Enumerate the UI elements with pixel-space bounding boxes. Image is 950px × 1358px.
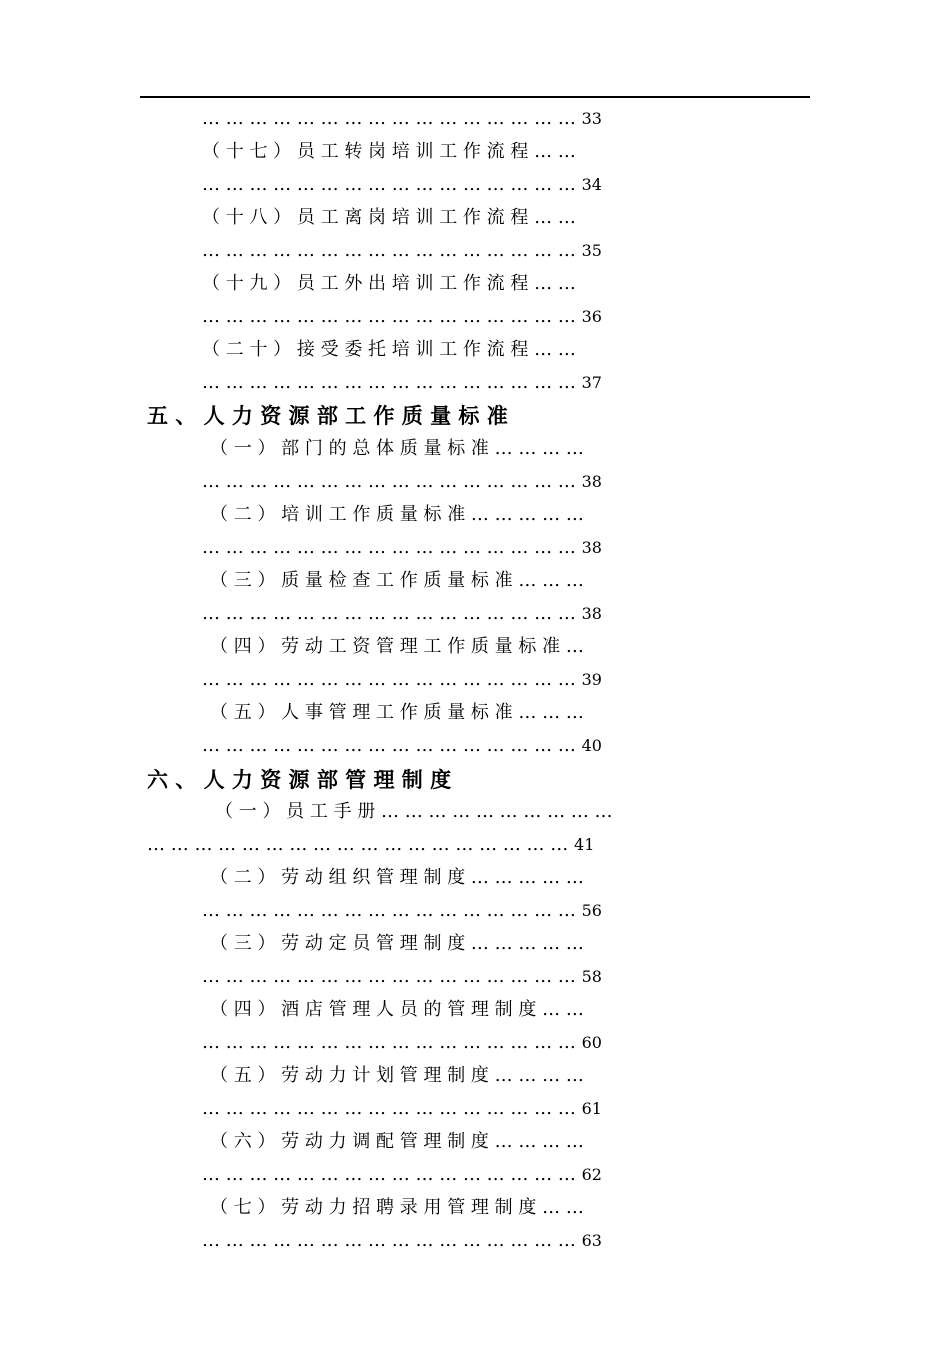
page-number: 58	[581, 967, 602, 986]
page-number: 39	[581, 670, 602, 689]
toc-leader-line: … … … … … … … … … … … … … … … … 38	[202, 537, 602, 558]
page-number: 33	[581, 109, 602, 128]
page-number: 35	[581, 241, 602, 260]
page-number: 38	[581, 604, 602, 623]
toc-leader-line: … … … … … … … … … … … … … … … … 61	[202, 1098, 602, 1119]
toc-entry[interactable]: （ 一 ） 员 工 手 册 … … … … … … … … … …	[215, 801, 613, 822]
toc-entry[interactable]: （ 七 ） 劳 动 力 招 聘 录 用 管 理 制 度 … …	[210, 1197, 584, 1218]
page-number: 34	[581, 175, 602, 194]
toc-leader-line: … … … … … … … … … … … … … … … … 36	[202, 306, 602, 327]
toc-leader-line: … … … … … … … … … … … … … … … … 38	[202, 603, 602, 624]
toc-leader-line: … … … … … … … … … … … … … … … … 34	[202, 174, 602, 195]
toc-leader-line: … … … … … … … … … … … … … … … … 37	[202, 372, 602, 393]
toc-entry[interactable]: （ 五 ） 劳 动 力 计 划 管 理 制 度 … … … …	[210, 1065, 584, 1086]
toc-entry[interactable]: （ 二 ） 培 训 工 作 质 量 标 准 … … … … …	[210, 504, 584, 525]
page-number: 38	[581, 538, 602, 557]
toc-entry[interactable]: （ 二 十 ） 接 受 委 托 培 训 工 作 流 程 … …	[202, 339, 576, 360]
page-number: 62	[581, 1165, 602, 1184]
page-number: 41	[574, 835, 595, 854]
toc-entry[interactable]: （ 十 八 ） 员 工 离 岗 培 训 工 作 流 程 … …	[202, 207, 576, 228]
toc-entry[interactable]: （ 十 七 ） 员 工 转 岗 培 训 工 作 流 程 … …	[202, 141, 576, 162]
toc-entry[interactable]: （ 六 ） 劳 动 力 调 配 管 理 制 度 … … … …	[210, 1131, 584, 1152]
toc-entry[interactable]: （ 一 ） 部 门 的 总 体 质 量 标 准 … … … …	[210, 438, 584, 459]
toc-leader-line: … … … … … … … … … … … … … … … … 33	[202, 108, 602, 129]
toc-entry[interactable]: （ 四 ） 劳 动 工 资 管 理 工 作 质 量 标 准 …	[210, 636, 584, 657]
toc-leader-line: … … … … … … … … … … … … … … … … 56	[202, 900, 602, 921]
page-number: 56	[581, 901, 602, 920]
page-number: 63	[581, 1231, 602, 1250]
toc-leader-line: … … … … … … … … … … … … … … … … 35	[202, 240, 602, 261]
toc-leader-line: … … … … … … … … … … … … … … … … 58	[202, 966, 602, 987]
toc-entry[interactable]: （ 四 ） 酒 店 管 理 人 员 的 管 理 制 度 … …	[210, 999, 584, 1020]
toc-leader-line: … … … … … … … … … … … … … … … … 40	[202, 735, 602, 756]
page-number: 37	[581, 373, 602, 392]
page-number: 60	[581, 1033, 602, 1052]
section-heading[interactable]: 六 、 人 力 资 源 部 管 理 制 度	[147, 767, 452, 792]
toc-leader-line: … … … … … … … … … … … … … … … … 60	[202, 1032, 602, 1053]
toc-entry[interactable]: （ 三 ） 质 量 检 查 工 作 质 量 标 准 … … …	[210, 570, 584, 591]
page-number: 61	[581, 1099, 602, 1118]
toc-leader-line: … … … … … … … … … … … … … … … … … … 41	[147, 834, 595, 855]
toc-entry[interactable]: （ 三 ） 劳 动 定 员 管 理 制 度 … … … … …	[210, 933, 584, 954]
header-rule	[140, 96, 810, 98]
section-heading[interactable]: 五 、 人 力 资 源 部 工 作 质 量 标 准	[147, 403, 508, 428]
toc-leader-line: … … … … … … … … … … … … … … … … 63	[202, 1230, 602, 1251]
page-number: 40	[581, 736, 602, 755]
toc-leader-line: … … … … … … … … … … … … … … … … 39	[202, 669, 602, 690]
toc-entry[interactable]: （ 十 九 ） 员 工 外 出 培 训 工 作 流 程 … …	[202, 273, 576, 294]
toc-entry[interactable]: （ 五 ） 人 事 管 理 工 作 质 量 标 准 … … …	[210, 702, 584, 723]
page-number: 38	[581, 472, 602, 491]
page-number: 36	[581, 307, 602, 326]
toc-leader-line: … … … … … … … … … … … … … … … … 62	[202, 1164, 602, 1185]
toc-leader-line: … … … … … … … … … … … … … … … … 38	[202, 471, 602, 492]
toc-entry[interactable]: （ 二 ） 劳 动 组 织 管 理 制 度 … … … … …	[210, 867, 584, 888]
